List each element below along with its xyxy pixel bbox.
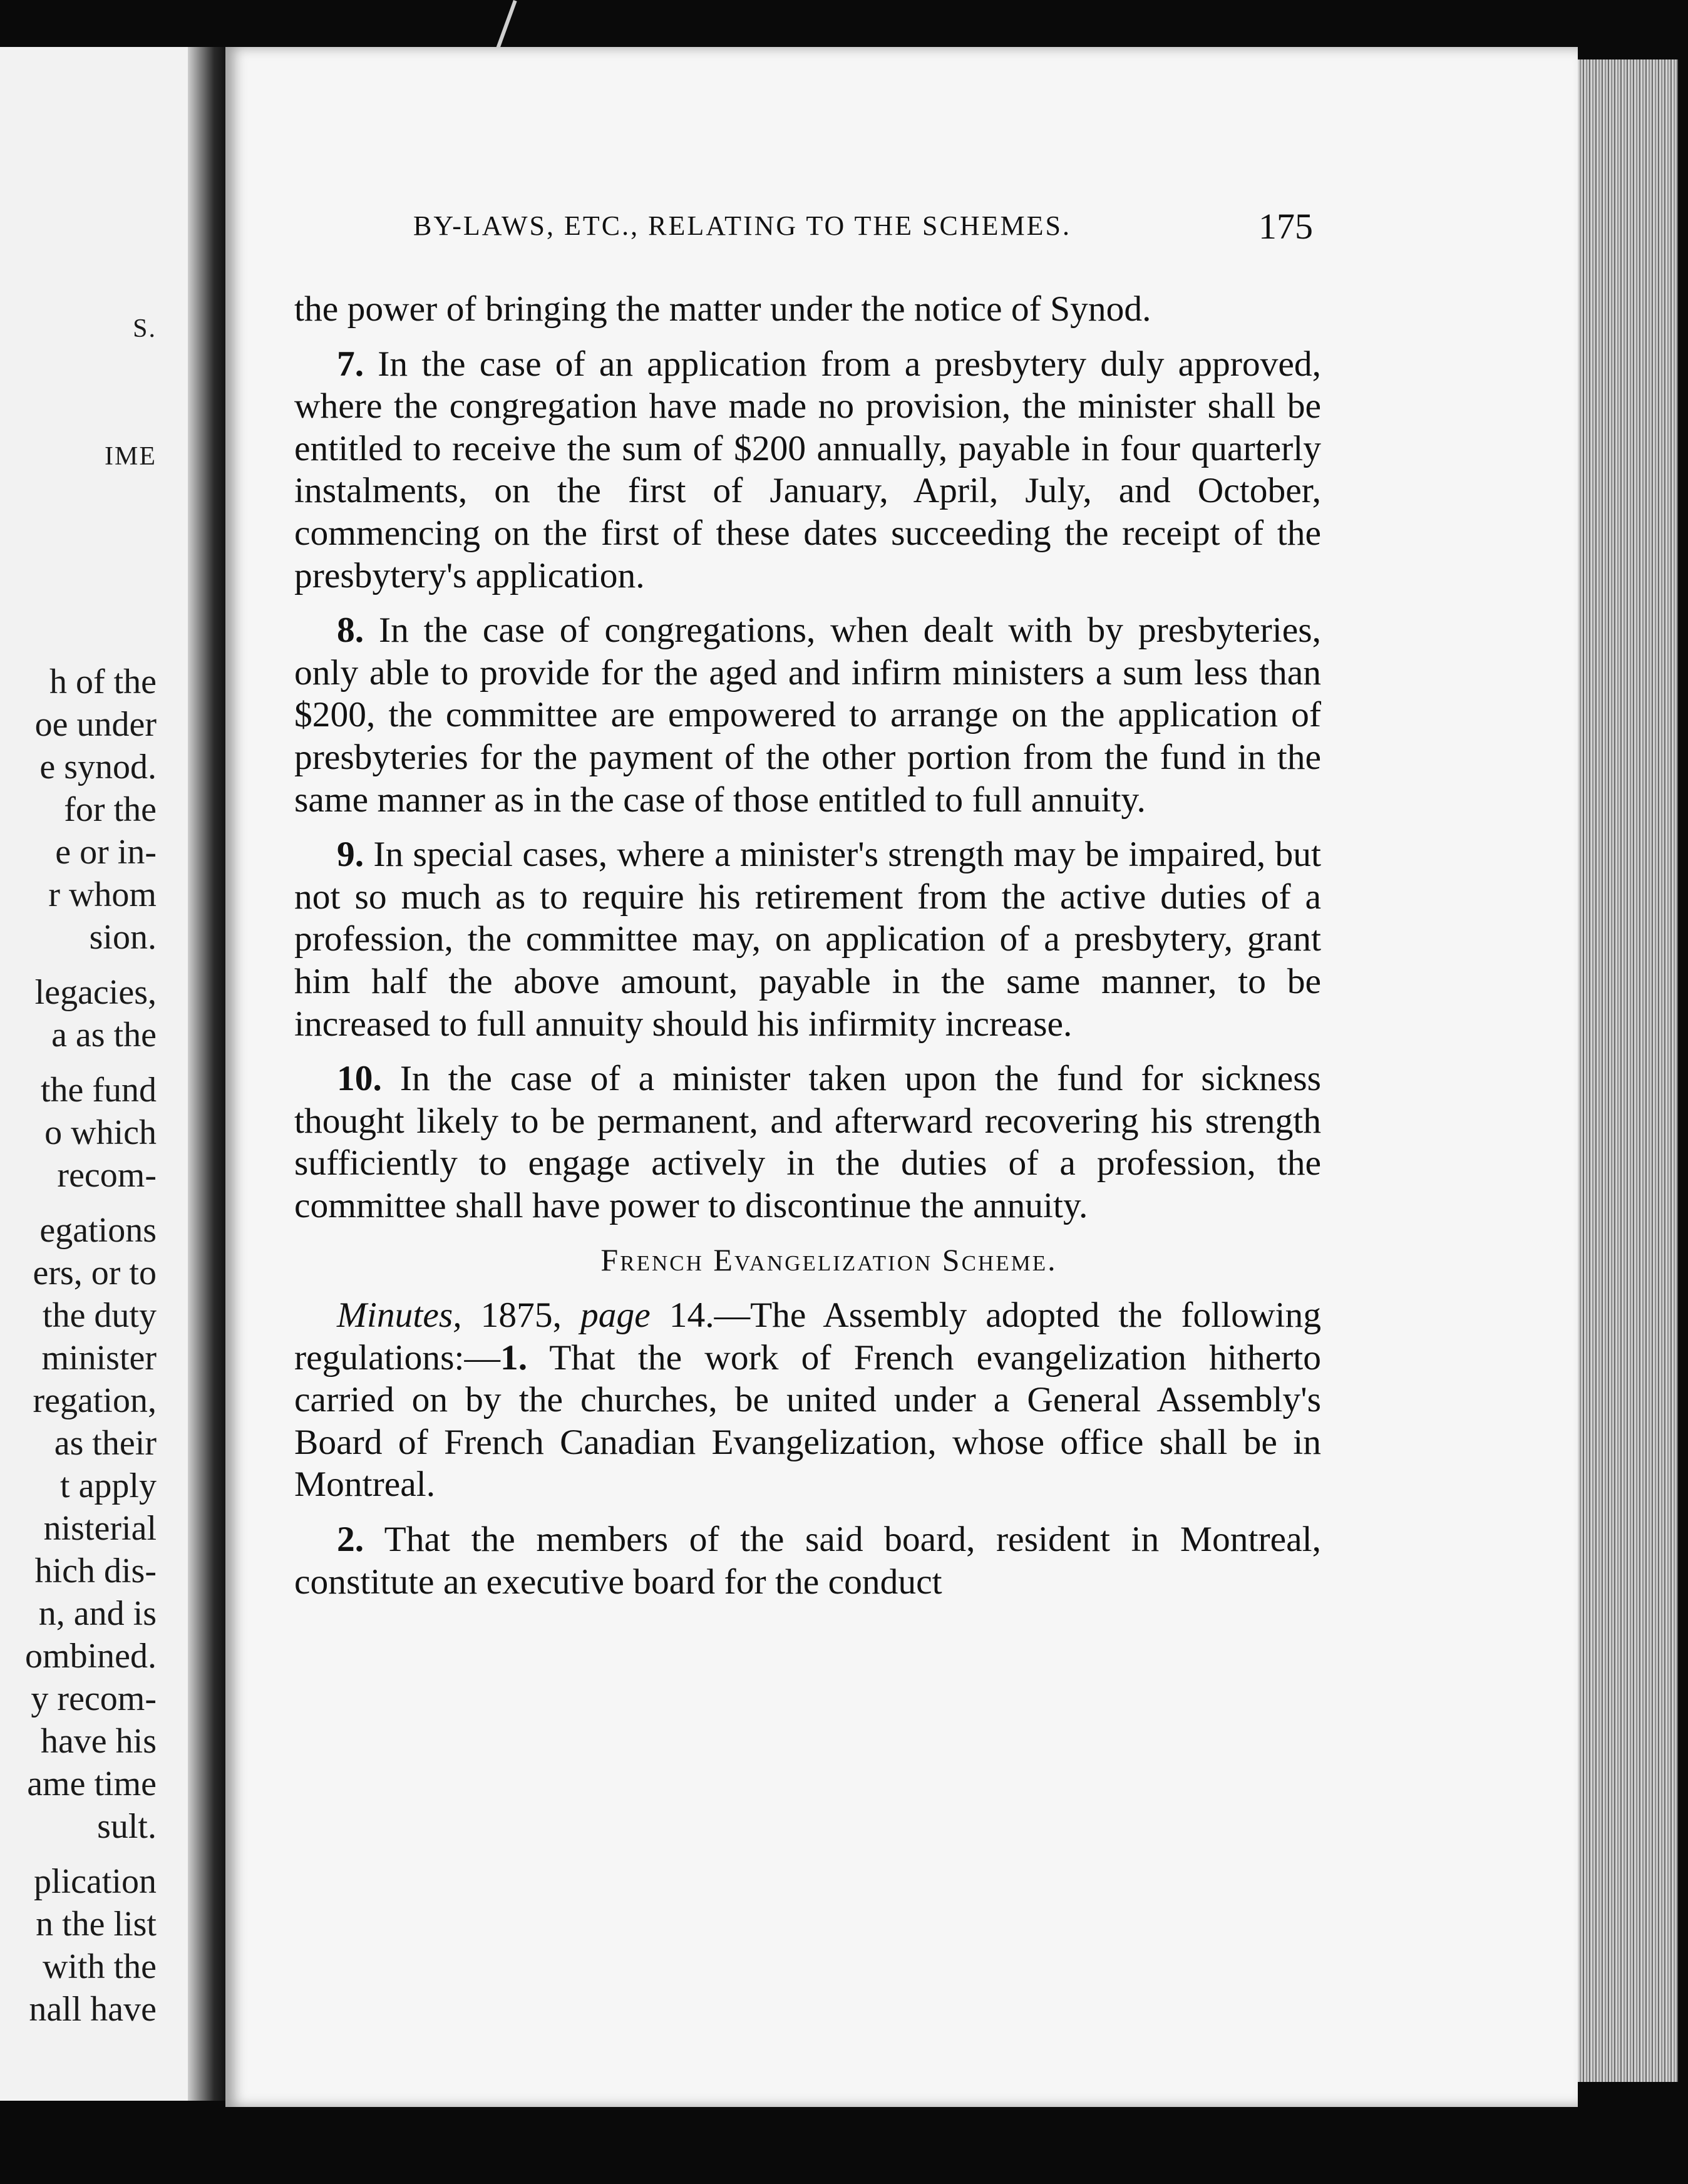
paragraph-8 xyxy=(294,609,1321,821)
left-line-fragment: ers, or to xyxy=(33,1254,157,1292)
minutes-page: 14. xyxy=(669,1295,714,1336)
page-edges xyxy=(1565,59,1678,2082)
continuation-paragraph: the power of bringing the matter under the notice of Synod. xyxy=(294,289,1151,329)
left-line-fragment: e or in- xyxy=(55,833,157,872)
left-line-fragment: n the list xyxy=(36,1905,157,1944)
left-line-fragment: ame time xyxy=(27,1764,157,1803)
paragraph-text: In the case of congregations, when dealt with by presbyteries, only able to provide for the aged and infirm ministers a sum less than $200, the committee are empowered to arrange on the application of presbyteries for the payment of the other portion from the fund in the same manner as in the case of those entitled to full annuity. xyxy=(294,610,1322,820)
left-line-fragment: o which xyxy=(44,1113,157,1152)
minutes-paragraph xyxy=(294,1294,1321,1506)
left-line-fragment: n, and is xyxy=(38,1594,157,1633)
paragraph-number: 7. xyxy=(337,344,364,384)
left-heading-fragment: IME xyxy=(105,442,157,471)
page-number: 175 xyxy=(1258,206,1313,247)
left-line-fragment: regation, xyxy=(33,1381,157,1420)
left-line-fragment: the fund xyxy=(40,1071,157,1110)
left-line-fragment: minister xyxy=(41,1339,157,1378)
left-line-fragment: recom- xyxy=(57,1156,157,1195)
left-page-text xyxy=(0,222,157,2031)
left-line-fragment: y recom- xyxy=(31,1679,157,1718)
paragraph-text: In the case of an application from a presbytery duly approved, where the congregation have made no provision, the minister shall be entitled to receive the sum of $200 annually, payable in four quarterly instalments, on the first of January, April, July, and October, commencing on the first of these dates succeeding the receipt of the presbytery's application. xyxy=(294,344,1322,595)
left-line-fragment: with the xyxy=(43,1947,157,1986)
left-line-fragment: oe under xyxy=(34,705,157,744)
left-line-fragment: a as the xyxy=(51,1016,157,1054)
section-title-text: French Evangelization Scheme. xyxy=(600,1242,1058,1278)
left-line-fragment: legacies, xyxy=(34,973,157,1012)
left-line-fragment: egations xyxy=(39,1211,157,1250)
paragraph-number: 9. xyxy=(337,835,364,875)
left-heading-fragment: S. xyxy=(133,314,157,343)
item-2-paragraph xyxy=(294,1518,1321,1603)
left-line-fragment: nall have xyxy=(29,1990,157,2029)
item-text: That the work of French evangelization hitherto carried on by the churches, be united under a General Assembly's Board of French Canadian Evangelization, whose office shall be in Montreal. xyxy=(294,1337,1321,1505)
running-head: BY-LAWS, ETC., RELATING TO THE SCHEMES. xyxy=(413,210,1071,241)
left-line-fragment: sult. xyxy=(97,1807,157,1846)
paragraph-10 xyxy=(294,1058,1321,1227)
left-line-fragment: as their xyxy=(54,1424,157,1463)
paragraph-number: 8. xyxy=(337,610,364,651)
left-line-fragment: h of the xyxy=(49,662,157,701)
minutes-page-label: page xyxy=(580,1295,651,1336)
left-line-fragment: r whom xyxy=(48,875,157,914)
left-line-fragment: e synod. xyxy=(39,748,157,786)
left-line-fragment: have his xyxy=(40,1722,157,1761)
left-line-fragment: plication xyxy=(34,1862,157,1901)
left-line-fragment: for the xyxy=(64,790,157,829)
left-line-fragment: hich dis- xyxy=(34,1552,157,1590)
section-title xyxy=(294,1239,1321,1282)
paragraph-7 xyxy=(294,343,1321,597)
paragraph-9 xyxy=(294,833,1321,1045)
minutes-intro: —The Assembly adopted the following regulations:— xyxy=(294,1295,1322,1378)
body-text xyxy=(294,288,1321,1615)
item-number: 2. xyxy=(337,1520,364,1560)
left-line-fragment: nisterial xyxy=(43,1509,157,1548)
paragraph-number: 10. xyxy=(337,1059,382,1099)
left-line-fragment: t apply xyxy=(60,1466,157,1505)
paragraph-text: In the case of a minister taken upon the fund for sickness thought likely to be permanent, and afterward recovering his strength sufficiently to engage actively in the duties of a profession, the committee shall have power to discontinue the annuity. xyxy=(294,1059,1322,1225)
left-facing-page xyxy=(0,47,216,2101)
item-text: That the members of the said board, resident in Montreal, constitute an executive board for the conduct xyxy=(294,1520,1321,1602)
minutes-year: 1875, xyxy=(480,1295,562,1336)
left-line-fragment: ombined. xyxy=(25,1637,157,1676)
paragraph-text: In special cases, where a minister's strength may be impaired, but not so much as to require his retirement from the active duties of a profession, the committee may, on application of a presbytery, grant him half the above amount, payable in the same manner, to be increased to full annuity should his infirmity increase. xyxy=(294,835,1321,1044)
left-line-fragment: the duty xyxy=(43,1296,157,1335)
left-line-fragment: sion. xyxy=(89,918,157,957)
minutes-label: Minutes, xyxy=(337,1295,462,1336)
item-number: 1. xyxy=(500,1337,528,1378)
